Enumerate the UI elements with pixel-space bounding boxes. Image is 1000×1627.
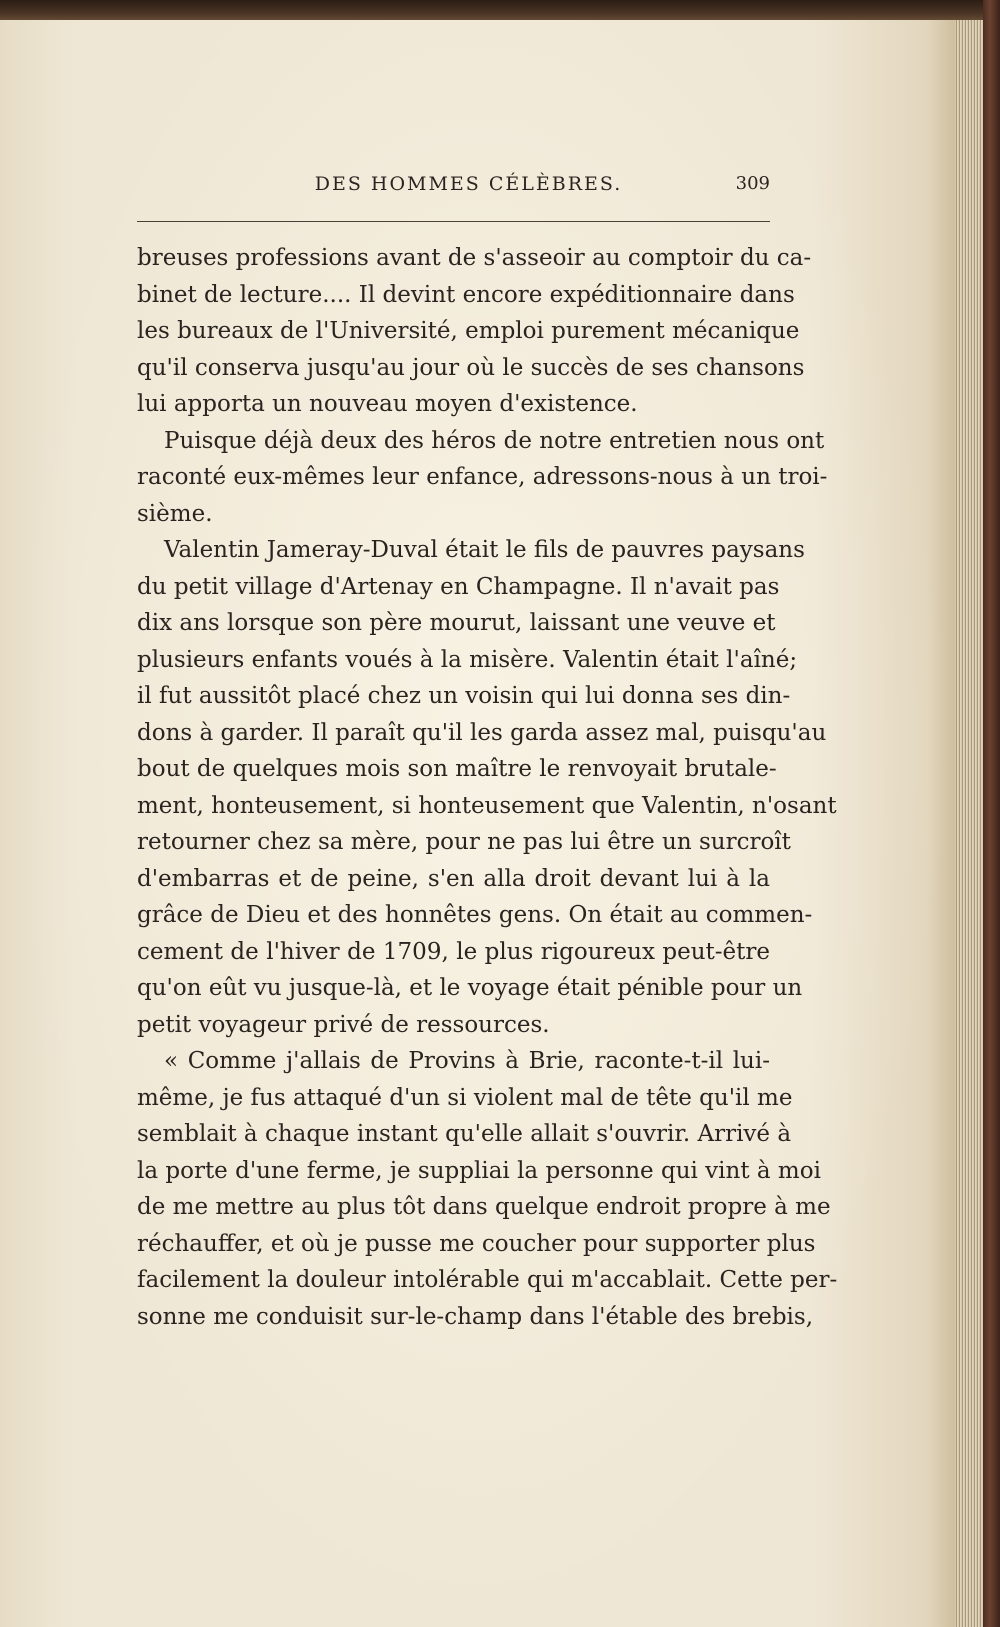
page-edges bbox=[955, 20, 983, 1627]
text-line: « Comme j'allais de Provins à Brie, raconte-t-il lui- bbox=[164, 1048, 770, 1074]
text-line: les bureaux de l'Université, emploi purement mécanique bbox=[137, 318, 800, 344]
book-binding bbox=[983, 0, 1000, 1627]
text-line: sième. bbox=[137, 500, 213, 527]
header-rule bbox=[137, 221, 770, 222]
text-line: binet de lecture.... Il devint encore expéditionnaire dans bbox=[137, 281, 795, 308]
text-line: Puisque déjà deux des héros de notre entretien nous ont bbox=[164, 427, 825, 454]
text-line: grâce de Dieu et des honnêtes gens. On était au commen- bbox=[137, 902, 813, 928]
text-line: petit voyageur privé de ressources. bbox=[137, 1011, 550, 1038]
text-line: réchauffer, et où je pusse me coucher pour supporter plus bbox=[137, 1230, 816, 1257]
text-line: il fut aussitôt placé chez un voisin qui lui donna ses din- bbox=[137, 683, 791, 709]
text-line: du petit village d'Artenay en Champagne. Il n'avait pas bbox=[137, 573, 780, 600]
book-top-edge bbox=[0, 0, 1000, 22]
text-line: facilement la douleur intolérable qui m'accablait. Cette per- bbox=[137, 1267, 838, 1293]
text-line: bout de quelques mois son maître le renvoyait brutale- bbox=[137, 756, 777, 782]
text-line: qu'on eût vu jusque-là, et le voyage était pénible pour un bbox=[137, 975, 803, 1001]
page-number: 309 bbox=[735, 173, 770, 194]
text-line: de me mettre au plus tôt dans quelque endroit propre à me bbox=[137, 1194, 831, 1220]
text-line: raconté eux-mêmes leur enfance, adressons-nous à un troi- bbox=[137, 464, 828, 490]
text-line: dons à garder. Il paraît qu'il les garda assez mal, puisqu'au bbox=[137, 719, 827, 746]
body-text bbox=[137, 240, 838, 1335]
text-line: plusieurs enfants voués à la misère. Valentin était l'aîné; bbox=[137, 646, 798, 673]
text-line: cement de l'hiver de 1709, le plus rigoureux peut-être bbox=[137, 938, 770, 965]
running-title: DES HOMMES CÉLÈBRES. bbox=[314, 173, 623, 195]
text-line: sonne me conduisit sur-le-champ dans l'étable des brebis, bbox=[137, 1303, 814, 1330]
text-line: dix ans lorsque son père mourut, laissant une veuve et bbox=[137, 610, 776, 636]
text-line: lui apporta un nouveau moyen d'existence. bbox=[137, 391, 638, 417]
text-line: semblait à chaque instant qu'elle allait s'ouvrir. Arrivé à bbox=[137, 1121, 792, 1147]
text-line: la porte d'une ferme, je suppliai la personne qui vint à moi bbox=[137, 1157, 821, 1184]
text-line: retourner chez sa mère, pour ne pas lui être un surcroît bbox=[137, 829, 791, 855]
page-header bbox=[137, 173, 770, 203]
text-line: qu'il conserva jusqu'au jour où le succès de ses chansons bbox=[137, 354, 805, 381]
text-line: breuses professions avant de s'asseoir au comptoir du ca- bbox=[137, 245, 812, 271]
text-line: d'embarras et de peine, s'en alla droit devant lui à la bbox=[137, 865, 770, 892]
text-line: Valentin Jameray-Duval était le fils de pauvres paysans bbox=[164, 537, 805, 563]
text-line: même, je fus attaqué d'un si violent mal de tête qu'il me bbox=[137, 1084, 793, 1111]
text-line: ment, honteusement, si honteusement que Valentin, n'osant bbox=[137, 792, 837, 819]
